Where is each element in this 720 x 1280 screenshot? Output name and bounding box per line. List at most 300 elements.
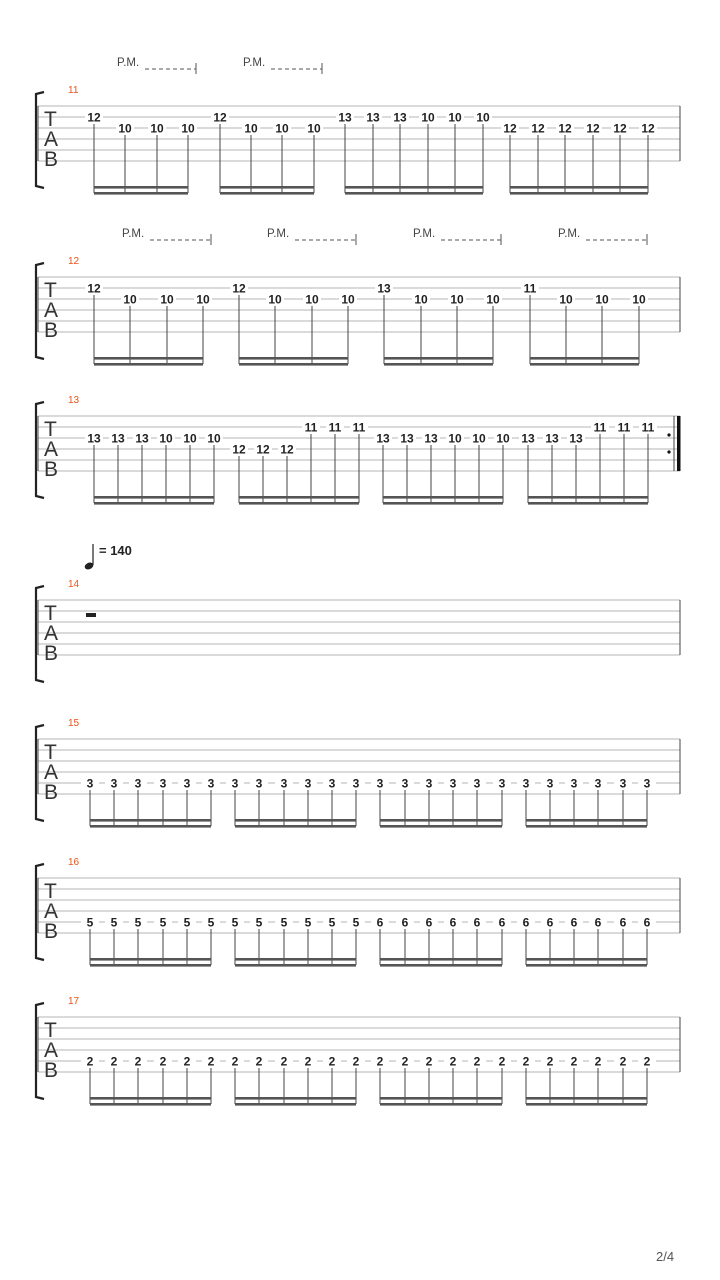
fret-note (565, 1054, 583, 1104)
fret-note (517, 776, 535, 826)
fret-note (275, 1054, 293, 1104)
beam-line (220, 192, 314, 195)
fret-note (202, 776, 220, 826)
fret-number: 13 (377, 281, 391, 296)
fret-note (567, 431, 585, 503)
fret-number: 13 (545, 431, 559, 446)
fret-number: 3 (643, 776, 651, 791)
fret-note (420, 776, 438, 826)
beam-line (526, 825, 647, 828)
fret-note (230, 442, 248, 503)
beam-group (81, 915, 220, 967)
fret-number: 2 (522, 1054, 530, 1069)
fret-number: 2 (207, 1054, 215, 1069)
fret-note (444, 776, 462, 826)
fret-number: 5 (255, 915, 263, 930)
fret-note (178, 1054, 196, 1104)
fret-number: 3 (570, 776, 578, 791)
tab-clef-letter: T (44, 741, 57, 764)
fret-note (541, 915, 559, 965)
beam-group (371, 776, 511, 828)
fret-note (105, 776, 123, 826)
beam-group (501, 121, 657, 195)
fret-note (371, 776, 389, 826)
fret-number: 3 (159, 776, 167, 791)
tab-clef-letter: B (44, 920, 59, 943)
beam-group (517, 1054, 656, 1106)
fret-number: 6 (643, 915, 651, 930)
fret-number: 2 (619, 1054, 627, 1069)
fret-note (299, 1054, 317, 1104)
fret-note (493, 776, 511, 826)
tab-system (36, 579, 680, 682)
fret-number: 6 (546, 915, 554, 930)
fret-number: 10 (341, 292, 355, 307)
fret-number: 5 (86, 915, 94, 930)
beam-line (90, 958, 211, 961)
beam-line (235, 964, 356, 967)
beam-group (85, 110, 197, 195)
beam-line (526, 1103, 647, 1106)
fret-number: 12 (280, 442, 294, 457)
fret-note (226, 1054, 244, 1104)
beam-group (371, 1054, 511, 1106)
fret-number: 3 (280, 776, 288, 791)
fret-number: 12 (613, 121, 627, 136)
fret-note (85, 110, 103, 193)
fret-number: 12 (232, 442, 246, 457)
tab-system (36, 857, 680, 967)
fret-note (347, 1054, 365, 1104)
beam-line (526, 964, 647, 967)
palm-mute-label: P.M. (267, 228, 290, 240)
fret-number: 3 (183, 776, 191, 791)
tab-clef-letter: T (44, 1019, 57, 1042)
palm-mute-label: P.M. (413, 228, 436, 240)
fret-note (242, 121, 260, 193)
beam-line (383, 496, 503, 499)
fret-note (275, 915, 293, 965)
beam-line (526, 958, 647, 961)
fret-note (226, 776, 244, 826)
tab-clef-letter: T (44, 418, 57, 441)
fret-number: 10 (476, 110, 490, 125)
fret-number: 2 (110, 1054, 118, 1069)
tab-clef-letter: T (44, 108, 57, 131)
fret-note (148, 121, 166, 193)
fret-note (178, 915, 196, 965)
beam-line (94, 502, 214, 505)
fret-note (422, 431, 440, 503)
fret-number: 10 (275, 121, 289, 136)
fret-note (275, 776, 293, 826)
fret-note (556, 121, 574, 193)
beam-line (383, 502, 503, 505)
fret-note (444, 1054, 462, 1104)
fret-number: 13 (376, 431, 390, 446)
fret-note (517, 1054, 535, 1104)
fret-number: 2 (280, 1054, 288, 1069)
fret-number: 3 (594, 776, 602, 791)
fret-number: 3 (134, 776, 142, 791)
fret-note (493, 1054, 511, 1104)
fret-note (501, 121, 519, 193)
fret-number: 3 (304, 776, 312, 791)
fret-number: 6 (619, 915, 627, 930)
beam-line (528, 496, 648, 499)
fret-note (374, 431, 392, 503)
fret-number: 3 (207, 776, 215, 791)
fret-note (371, 1054, 389, 1104)
fret-number: 5 (352, 915, 360, 930)
beam-line (384, 357, 493, 360)
fret-note (202, 1054, 220, 1104)
beam-line (90, 1097, 211, 1100)
fret-number: 10 (307, 121, 321, 136)
fret-number: 6 (594, 915, 602, 930)
tab-clef-letter: B (44, 319, 59, 342)
fret-note (470, 431, 488, 503)
beam-group (374, 431, 512, 505)
fret-number: 12 (87, 110, 101, 125)
fret-number: 11 (328, 420, 342, 435)
fret-note (420, 1054, 438, 1104)
beam-line (220, 186, 314, 189)
fret-number: 10 (196, 292, 210, 307)
fret-number: 2 (134, 1054, 142, 1069)
beam-group (517, 776, 656, 828)
beam-line (235, 825, 356, 828)
fret-note (446, 110, 464, 193)
fret-number: 6 (376, 915, 384, 930)
beam-line (380, 958, 502, 961)
fret-note (565, 776, 583, 826)
fret-note (299, 776, 317, 826)
fret-note (517, 915, 535, 965)
fret-note (639, 121, 657, 193)
fret-number: 5 (207, 915, 215, 930)
fret-number: 10 (632, 292, 646, 307)
beam-line (384, 363, 493, 366)
fret-number: 11 (523, 281, 537, 296)
fret-note (519, 431, 537, 503)
beam-line (380, 1097, 502, 1100)
fret-note (398, 431, 416, 503)
fret-note (278, 442, 296, 503)
fret-number: 3 (376, 776, 384, 791)
beam-group (226, 1054, 365, 1106)
beam-group (517, 915, 656, 967)
fret-number: 2 (231, 1054, 239, 1069)
fret-note (615, 420, 633, 503)
beam-line (530, 363, 639, 366)
fret-number: 5 (328, 915, 336, 930)
fret-note (347, 915, 365, 965)
beam-line (380, 1103, 502, 1106)
fret-number: 11 (593, 420, 607, 435)
fret-number: 2 (498, 1054, 506, 1069)
fret-note (250, 776, 268, 826)
fret-note (266, 292, 284, 364)
fret-number: 5 (110, 915, 118, 930)
repeat-dot (667, 433, 670, 436)
bar-number: 14 (68, 579, 80, 590)
beam-line (94, 363, 203, 366)
fret-note (81, 1054, 99, 1104)
beam-line (90, 964, 211, 967)
fret-number: 3 (425, 776, 433, 791)
bar-number: 15 (68, 718, 80, 729)
tab-system (36, 57, 680, 195)
fret-note (589, 776, 607, 826)
beam-line (90, 1103, 211, 1106)
fret-note (396, 915, 414, 965)
tab-system (36, 718, 680, 828)
fret-note (391, 110, 409, 193)
fret-number: 2 (643, 1054, 651, 1069)
beam-group (226, 915, 365, 967)
tab-clef-letter: A (44, 1039, 59, 1062)
palm-mute-label: P.M. (122, 228, 145, 240)
fret-number: 6 (449, 915, 457, 930)
fret-number: 12 (531, 121, 545, 136)
fret-number: 11 (641, 420, 655, 435)
fret-number: 6 (473, 915, 481, 930)
fret-note (323, 776, 341, 826)
fret-number: 13 (135, 431, 149, 446)
beam-group (375, 281, 502, 366)
fret-number: 10 (450, 292, 464, 307)
beam-group (336, 110, 492, 195)
fret-note (541, 1054, 559, 1104)
fret-number: 12 (256, 442, 270, 457)
palm-mute-label: P.M. (243, 57, 266, 69)
fret-note (448, 292, 466, 364)
fret-note (211, 110, 229, 193)
palm-mute-label: P.M. (558, 228, 581, 240)
fret-number: 2 (594, 1054, 602, 1069)
fret-number: 10 (559, 292, 573, 307)
fret-number: 10 (305, 292, 319, 307)
beam-line (526, 819, 647, 822)
fret-note (154, 1054, 172, 1104)
fret-number: 12 (232, 281, 246, 296)
beam-line (90, 825, 211, 828)
beam-group (81, 1054, 220, 1106)
tab-clef-letter: B (44, 458, 59, 481)
fret-note (157, 431, 175, 503)
tab-clef-letter: A (44, 299, 59, 322)
tab-clef-letter: B (44, 1059, 59, 1082)
fret-note (302, 420, 320, 503)
fret-number: 6 (498, 915, 506, 930)
beam-line (239, 502, 359, 505)
tab-clef-letter: A (44, 761, 59, 784)
fret-note (611, 121, 629, 193)
fret-number: 10 (244, 121, 258, 136)
fret-note (323, 1054, 341, 1104)
fret-note (194, 292, 212, 364)
fret-note (178, 776, 196, 826)
beam-line (235, 819, 356, 822)
fret-note (541, 776, 559, 826)
fret-number: 2 (570, 1054, 578, 1069)
fret-number: 2 (159, 1054, 167, 1069)
fret-note (593, 292, 611, 364)
rest-icon (86, 613, 96, 617)
beam-line (345, 186, 483, 189)
tab-system (36, 228, 680, 366)
fret-note (129, 915, 147, 965)
fret-number: 5 (183, 915, 191, 930)
fret-number: 13 (338, 110, 352, 125)
fret-number: 12 (641, 121, 655, 136)
tempo-marking (84, 543, 132, 571)
fret-number: 13 (569, 431, 583, 446)
fret-number: 6 (425, 915, 433, 930)
beam-group (211, 110, 323, 195)
fret-number: 11 (304, 420, 318, 435)
tab-clef-letter: B (44, 781, 59, 804)
fret-number: 3 (231, 776, 239, 791)
fret-number: 3 (255, 776, 263, 791)
fret-number: 3 (328, 776, 336, 791)
fret-note (254, 442, 272, 503)
fret-note (305, 121, 323, 193)
bar-number: 17 (68, 996, 80, 1007)
beam-line (90, 819, 211, 822)
fret-number: 3 (86, 776, 94, 791)
fret-note (396, 776, 414, 826)
fret-number: 10 (268, 292, 282, 307)
tab-clef-letter: T (44, 880, 57, 903)
fret-note (557, 292, 575, 364)
beam-line (380, 819, 502, 822)
tab-clef-letter: T (44, 279, 57, 302)
fret-number: 2 (449, 1054, 457, 1069)
fret-number: 10 (123, 292, 137, 307)
fret-note (303, 292, 321, 364)
fret-number: 12 (503, 121, 517, 136)
beam-line (94, 357, 203, 360)
fret-note (347, 776, 365, 826)
fret-number: 3 (401, 776, 409, 791)
fret-note (589, 1054, 607, 1104)
fret-number: 6 (401, 915, 409, 930)
beam-line (530, 357, 639, 360)
fret-number: 10 (448, 431, 462, 446)
beam-group (226, 776, 365, 828)
fret-note (614, 915, 632, 965)
fret-note (121, 292, 139, 364)
beam-line (510, 192, 648, 195)
beam-line (510, 186, 648, 189)
fret-number: 3 (449, 776, 457, 791)
beam-line (380, 964, 502, 967)
fret-number: 6 (570, 915, 578, 930)
fret-note (202, 915, 220, 965)
fret-note (81, 915, 99, 965)
tab-clef-letter: A (44, 900, 59, 923)
fret-note (109, 431, 127, 503)
fret-number: 11 (352, 420, 366, 435)
tab-clef-letter: A (44, 128, 59, 151)
fret-note (589, 915, 607, 965)
fret-note (205, 431, 223, 503)
fret-note (474, 110, 492, 193)
fret-note (116, 121, 134, 193)
fret-note (614, 776, 632, 826)
fret-note (420, 915, 438, 965)
fret-number: 13 (87, 431, 101, 446)
bar-number: 11 (68, 85, 79, 96)
beam-line (528, 502, 648, 505)
fret-note (444, 915, 462, 965)
tab-clef-letter: T (44, 602, 57, 625)
fret-note (529, 121, 547, 193)
fret-number: 13 (393, 110, 407, 125)
beam-line (380, 825, 502, 828)
beam-line (235, 1103, 356, 1106)
fret-note (250, 1054, 268, 1104)
fret-note (584, 121, 602, 193)
fret-note (129, 1054, 147, 1104)
fret-number: 10 (118, 121, 132, 136)
beam-line (235, 1097, 356, 1100)
fret-number: 12 (213, 110, 227, 125)
beam-group (81, 776, 220, 828)
fret-number: 5 (280, 915, 288, 930)
fret-note (396, 1054, 414, 1104)
page-indicator: 2/4 (656, 1249, 675, 1264)
fret-note (494, 431, 512, 503)
fret-note (179, 121, 197, 193)
fret-number: 10 (159, 431, 173, 446)
fret-note (273, 121, 291, 193)
fret-number: 2 (255, 1054, 263, 1069)
tab-system (36, 996, 680, 1106)
fret-note (323, 915, 341, 965)
fret-number: 5 (159, 915, 167, 930)
tab-system (36, 395, 681, 505)
bar-number: 16 (68, 857, 80, 868)
fret-note (105, 1054, 123, 1104)
fret-number: 3 (498, 776, 506, 791)
beam-line (94, 186, 188, 189)
beam-line (235, 958, 356, 961)
fret-number: 2 (352, 1054, 360, 1069)
fret-number: 5 (134, 915, 142, 930)
tempo-value: = 140 (99, 543, 132, 558)
beam-line (345, 192, 483, 195)
fret-number: 2 (425, 1054, 433, 1069)
fret-note (412, 292, 430, 364)
fret-note (614, 1054, 632, 1104)
fret-number: 10 (595, 292, 609, 307)
fret-number: 2 (328, 1054, 336, 1069)
repeat-thick-line (677, 416, 681, 471)
fret-note (419, 110, 437, 193)
fret-number: 3 (110, 776, 118, 791)
fret-number: 5 (231, 915, 239, 930)
fret-number: 10 (472, 431, 486, 446)
fret-number: 10 (150, 121, 164, 136)
fret-number: 10 (421, 110, 435, 125)
fret-number: 2 (376, 1054, 384, 1069)
beam-group (230, 420, 368, 505)
beam-line (94, 192, 188, 195)
fret-number: 10 (486, 292, 500, 307)
